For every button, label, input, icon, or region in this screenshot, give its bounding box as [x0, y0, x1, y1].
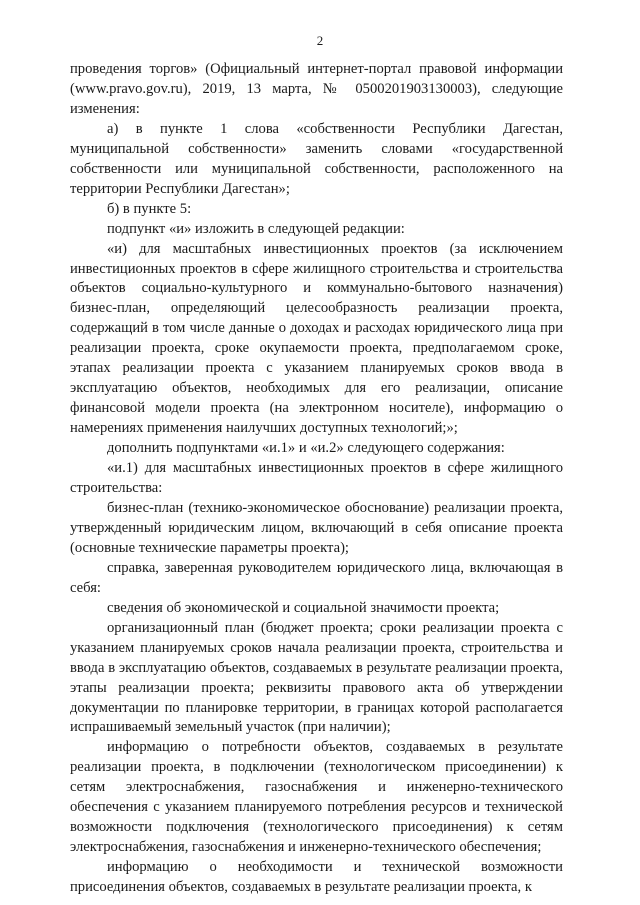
paragraph-add-subitems-instruction: дополнить подпунктами «и.1» и «и.2» следующего содержания: — [107, 440, 505, 457]
paragraph-business-plan: бизнес-план (технико-экономическое обоснование) реализации проекта, утвержденный юридическим лицом, включающий в себя описание проекта (основные технические параметры проекта); — [70, 499, 563, 556]
page-number: 2 — [316, 33, 324, 48]
paragraph-intro-continuation: проведения торгов» (Официальный интернет-портал правовой информации (www.pravo.gov.ru), 2019, 13 марта, № 0500201903130003), следующие изменения: — [70, 61, 563, 117]
paragraph-item-a: а) в пункте 1 слова «собственности Республики Дагестан, муниципальной собственности» заменить словами «государственной собственности или муниципальной собственности, расположенного на территории Республики Дагестан»; — [70, 120, 563, 197]
paragraph-certificate: справка, заверенная руководителем юридического лица, включающая в себя: — [70, 559, 563, 596]
paragraph-item-b: б) в пункте 5: — [107, 200, 192, 217]
paragraph-connection-needs: информацию о потребности объектов, создаваемых в результате реализации проекта, в подключении (технологическом присоединении) к сетям электроснабжения, газоснабжения и инженерно-технического обеспечения с указанием планируемого потребления ресурсов и технической возможности подключения (технологического присоединения) к сетям электроснабжения, газоснабжения и инженерно-технического обеспечения; — [70, 739, 563, 856]
paragraph-subitem-i-text: «и) для масштабных инвестиционных проектов (за исключением инвестиционных проектов в сфере жилищного строительства и строительства объектов социально-культурного и коммунально-бытового назначения) бизнес-план, определяющий целесообразность реализации проекта, содержащий в том числе данные о доходах и расходах юридического лица при реализации проекта, сроке окупаемости проекта, предполагаемом сроке, этапах реализации проекта с указанием планируемых сроков ввода в эксплуатацию объектов, необходимых для его реализации, описание финансовой модели проекта (на электронном носителе), информацию о намерениях применения наилучших доступных технологий;»; — [70, 240, 563, 437]
paragraph-subitem-i1: «и.1) для масштабных инвестиционных проектов в сфере жилищного строительства: — [70, 460, 563, 497]
paragraph-connection-possibility: информацию о необходимости и технической возможности присоединения объектов, создаваемых в результате реализации проекта, к — [70, 859, 563, 896]
paragraph-significance: сведения об экономической и социальной значимости проекта; — [107, 599, 500, 616]
paragraph-subitem-i-instruction: подпункт «и» изложить в следующей редакции: — [107, 220, 405, 237]
paragraph-organizational-plan: организационный план (бюджет проекта; сроки реализации проекта с указанием планируемых сроков начала реализации проекта, строительства и ввода в эксплуатацию объектов, создаваемых в результате реализации проекта, этапы реализации проекта; реквизиты правового акта об утверждении документации по планировке территории, в границах которой располагается испрашиваемый земельный участок (при наличии); — [70, 619, 563, 736]
document-body — [70, 60, 563, 898]
